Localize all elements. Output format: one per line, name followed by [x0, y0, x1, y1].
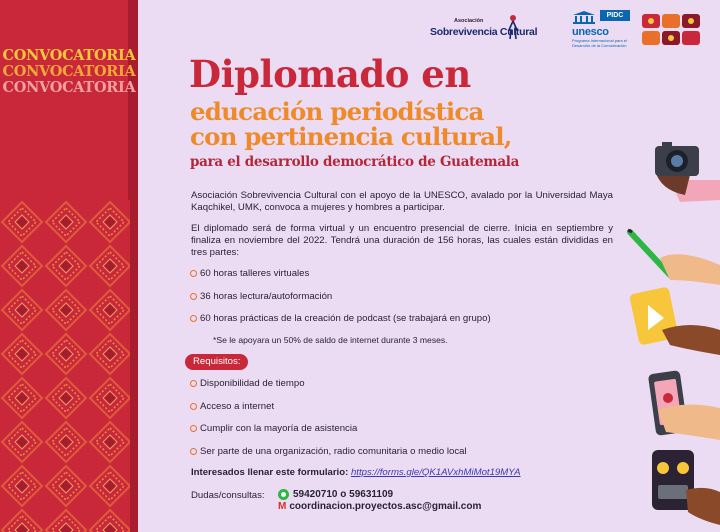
details-paragraph: El diplomado será de forma virtual y un encuentro presencial de cierre. Inicia en septiembre y finaliza en noviembre del 2022. Tendrá una duración de 156 horas, las cuales están divididas en tres partes: [191, 223, 613, 258]
unesco-program-text: Programa Internacional para el Desarrollo de la Comunicación [572, 38, 627, 48]
phone-hand [648, 370, 720, 440]
asociacion-logo [430, 14, 558, 42]
convocatoria-label-2: CONVOCATORIA [2, 63, 136, 80]
hands-illustration [600, 140, 720, 532]
convocatoria-label-3: CONVOCATORIA [2, 79, 136, 96]
pencil-hand [628, 230, 720, 285]
bullet-icon [190, 293, 197, 300]
requirement-text: Cumplir con la mayoría de asistencia [200, 423, 358, 434]
bullet-icon [190, 448, 197, 455]
list-item [190, 401, 274, 412]
internet-note: *Se le apoyara un 50% de saldo de internet durante 3 meses. [213, 335, 448, 345]
umk-logo [640, 10, 702, 50]
phone-line [278, 489, 393, 500]
list-item [190, 446, 467, 457]
email-line [278, 501, 481, 512]
list-item [190, 378, 305, 389]
list-item [190, 291, 332, 302]
unesco-logo [570, 10, 632, 56]
part-text: 60 horas prácticas de la creación de podcast (se trabajará en grupo) [200, 313, 491, 324]
bullet-icon [190, 315, 197, 322]
camera-hand [655, 142, 720, 202]
requirements-badge: Requisitos: [185, 354, 248, 370]
subtitle-line-2: con pertinencia cultural, [190, 122, 512, 151]
phone-numbers: 59420710 o 59631109 [293, 489, 394, 500]
requirement-text: Disponibilidad de tiempo [200, 378, 305, 389]
contact-label: Dudas/consultas: [191, 490, 265, 501]
unesco-wordmark: unesco [572, 26, 609, 38]
form-link[interactable]: https://forms.gle/QK1AVxhMiMot19MYA [350, 467, 521, 478]
email-address[interactable]: coordinacion.proyectos.asc@gmail.com [289, 501, 482, 512]
left-decorative-band [0, 0, 138, 532]
requirement-text: Acceso a internet [200, 401, 275, 412]
whatsapp-icon [278, 489, 289, 500]
unesco-temple-icon [572, 10, 596, 24]
form-label: Interesados llenar este formulario: [191, 467, 349, 478]
convocatoria-label-1: CONVOCATORIA [2, 47, 136, 64]
pidc-badge: PIDC [600, 10, 630, 21]
gmail-icon: M [278, 501, 287, 512]
requirement-text: Ser parte de una organización, radio comunitaria o medio local [200, 446, 467, 457]
subtitle-line-1: educación periodística [190, 97, 484, 126]
bullet-icon [190, 425, 197, 432]
form-line [191, 467, 521, 478]
bullet-icon [190, 270, 197, 277]
list-item [190, 423, 357, 434]
tablet-hand [629, 286, 720, 355]
bullet-icon [190, 403, 197, 410]
subtitle-line-3: para el desarrollo democrático de Guatemala [190, 154, 520, 170]
textile-pattern [0, 200, 130, 532]
list-item [190, 313, 491, 324]
part-text: 36 horas lectura/autoformación [200, 291, 333, 302]
intro-paragraph: Asociación Sobrevivencia Cultural con el apoyo de la UNESCO, avalado por la Universidad Maya Kaqchikel, UMK, convoca a mujeres y hombres a participar. [191, 190, 613, 213]
asociacion-name: Sobrevivencia Cultural [430, 26, 538, 38]
recorder-hand [652, 450, 720, 525]
list-item [190, 268, 309, 279]
asociacion-figure-icon [506, 14, 520, 40]
part-text: 60 horas talleres virtuales [200, 268, 310, 279]
asociacion-small-label: Asociación [454, 18, 484, 24]
page-title: Diplomado en [189, 52, 471, 96]
bullet-icon [190, 380, 197, 387]
